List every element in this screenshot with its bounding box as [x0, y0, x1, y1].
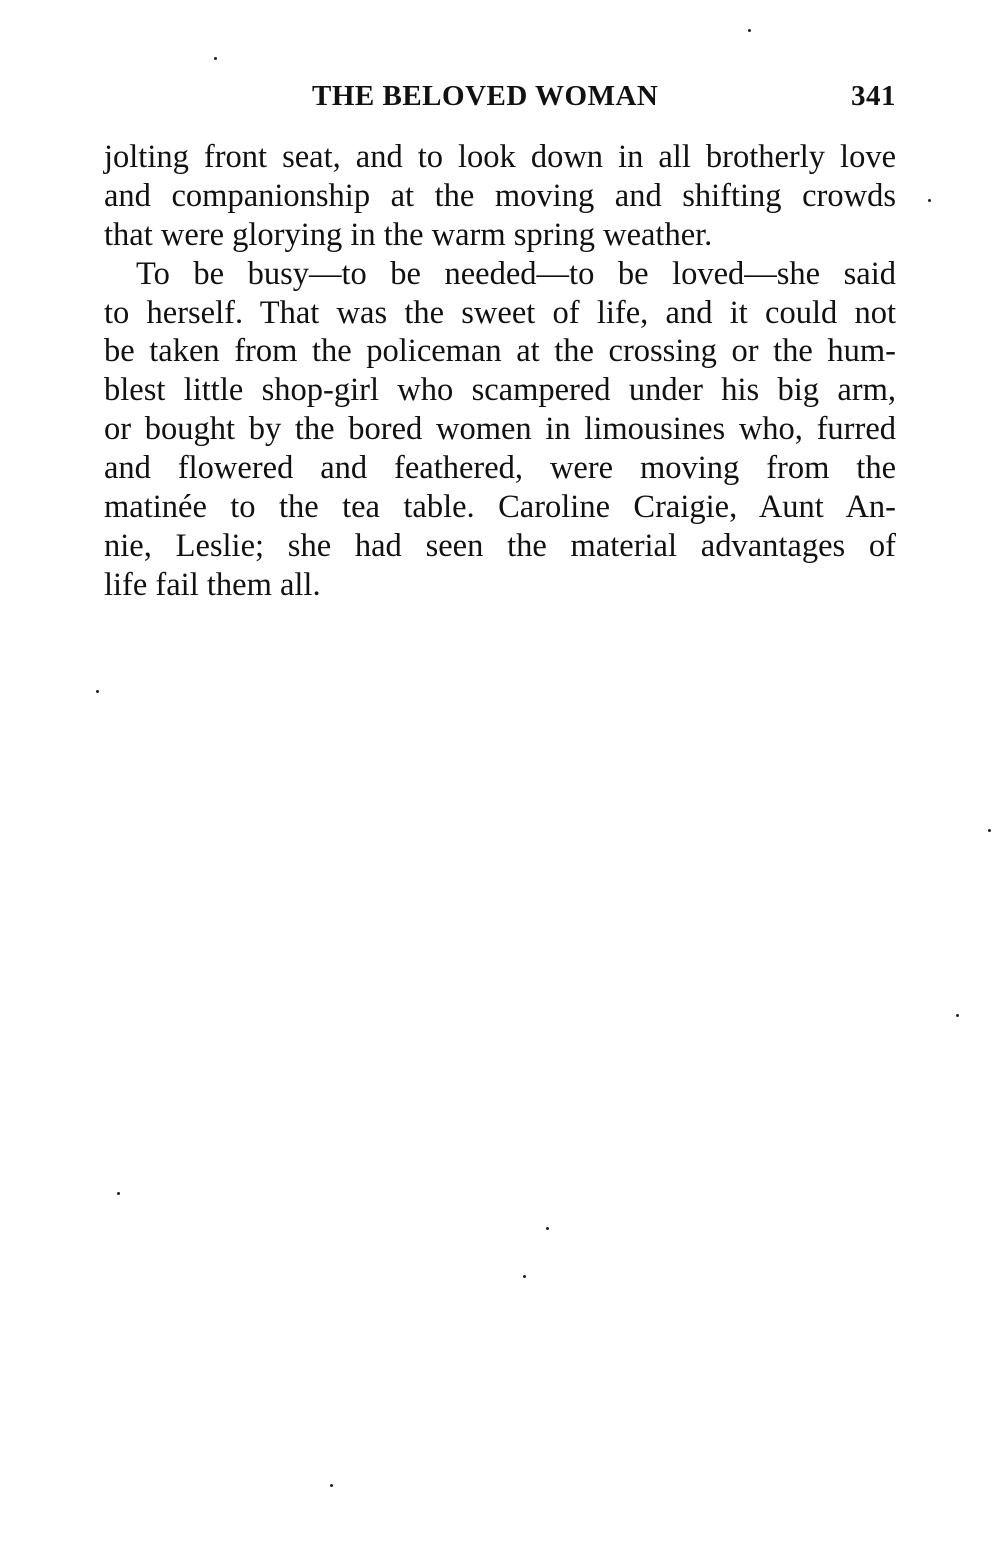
scan-speck [96, 690, 99, 693]
running-head [104, 80, 896, 124]
scan-speck [928, 199, 931, 202]
scan-speck [748, 29, 751, 32]
text-line: that were glorying in the warm spring weather. [104, 216, 713, 253]
scan-speck [330, 1484, 333, 1487]
text-line: to herself. That was the sweet of life, and it could not [104, 294, 896, 331]
scan-speck [214, 57, 217, 60]
text-line: jolting front seat, and to look down in all brotherly love [104, 139, 896, 175]
page-number: 341 [851, 80, 896, 112]
scan-speck [956, 1014, 959, 1017]
text-line: and companionship at the moving and shifting crowds [104, 177, 896, 214]
paragraph-2 [104, 255, 896, 605]
text-line: or bought by the bored women in limousines who, furred [104, 411, 896, 448]
text-line: life fail them all. [104, 566, 321, 603]
text-line: matinée to the tea table. Caroline Craigie, Aunt An- [104, 489, 896, 526]
text-line: and flowered and feathered, were moving from the [104, 450, 896, 487]
scan-speck [546, 1227, 549, 1230]
text-line: be taken from the policeman at the crossing or the hum- [104, 333, 896, 370]
text-line: To be busy—to be needed—to be loved—she said [136, 255, 896, 292]
scan-speck [988, 829, 991, 832]
body-text [104, 138, 896, 605]
paragraph-1 [104, 138, 896, 255]
text-line: blest little shop-girl who scampered under his big arm, [104, 372, 896, 409]
scan-speck [117, 1192, 120, 1195]
scan-speck [523, 1275, 526, 1278]
running-title: THE BELOVED WOMAN [312, 80, 659, 112]
text-line: nie, Leslie; she had seen the material advantages of [104, 527, 896, 564]
